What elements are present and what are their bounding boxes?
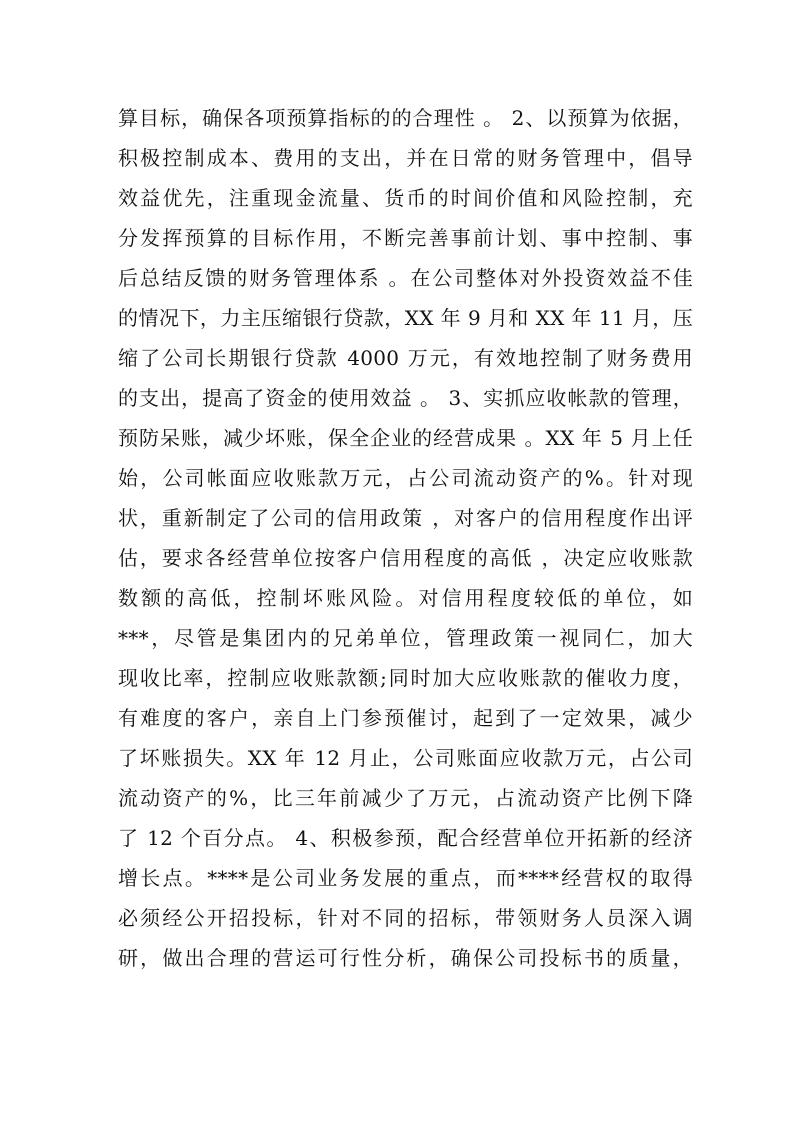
text-line: 估，要求各经营单位按客户信用程度的高低 ，决定应收账款 (118, 546, 693, 570)
text-line: 有难度的客户，亲自上门参预催讨，起到了一定效果，减少 (118, 706, 693, 730)
text-line: 分发挥预算的目标作用，不断完善事前计划、事中控制、事 (118, 226, 693, 250)
text-line: 流动资产的%，比三年前减少了万元，占流动资产比例下降 (118, 786, 693, 810)
text-line: 预防呆账，减少坏账，保全企业的经营成果 。XX 年 5 月上任 (118, 426, 693, 450)
text-line: 研，做出合理的营运可行性分析，确保公司投标书的质量， (118, 946, 693, 970)
text-line: 后总结反馈的财务管理体系 。在公司整体对外投资效益不佳 (118, 266, 693, 290)
text-line: 积极控制成本、费用的支出，并在日常的财务管理中，倡导 (118, 146, 693, 170)
text-line: ***，尽管是集团内的兄弟单位，管理政策一视同仁，加大 (118, 626, 693, 650)
text-line: 了 12 个百分点。 4、积极参预，配合经营单位开拓新的经济 (118, 826, 693, 850)
body-text (118, 98, 693, 978)
text-line: 始，公司帐面应收账款万元，占公司流动资产的%。针对现 (118, 466, 693, 490)
text-line: 增长点。****是公司业务发展的重点，而****经营权的取得 (118, 866, 693, 890)
text-line: 算目标，确保各项预算指标的的合理性 。 2、以预算为依据， (118, 106, 693, 130)
text-line: 缩了公司长期银行贷款 4000 万元，有效地控制了财务费用 (118, 346, 693, 370)
text-line: 了坏账损失。XX 年 12 月止，公司账面应收款万元，占公司 (118, 746, 693, 770)
text-line: 必须经公开招投标，针对不同的招标，带领财务人员深入调 (118, 906, 693, 930)
text-line: 状，重新制定了公司的信用政策 ，对客户的信用程度作出评 (118, 506, 693, 530)
text-line: 数额的高低，控制坏账风险。对信用程度较低的单位，如 (118, 586, 693, 610)
text-line: 效益优先，注重现金流量、货币的时间价值和风险控制，充 (118, 186, 693, 210)
text-line: 的支出，提高了资金的使用效益 。 3、实抓应收帐款的管理， (118, 386, 693, 410)
text-line: 现收比率，控制应收账款额;同时加大应收账款的催收力度， (118, 666, 693, 690)
text-line: 的情况下，力主压缩银行贷款，XX 年 9 月和 XX 年 11 月，压 (118, 306, 693, 330)
